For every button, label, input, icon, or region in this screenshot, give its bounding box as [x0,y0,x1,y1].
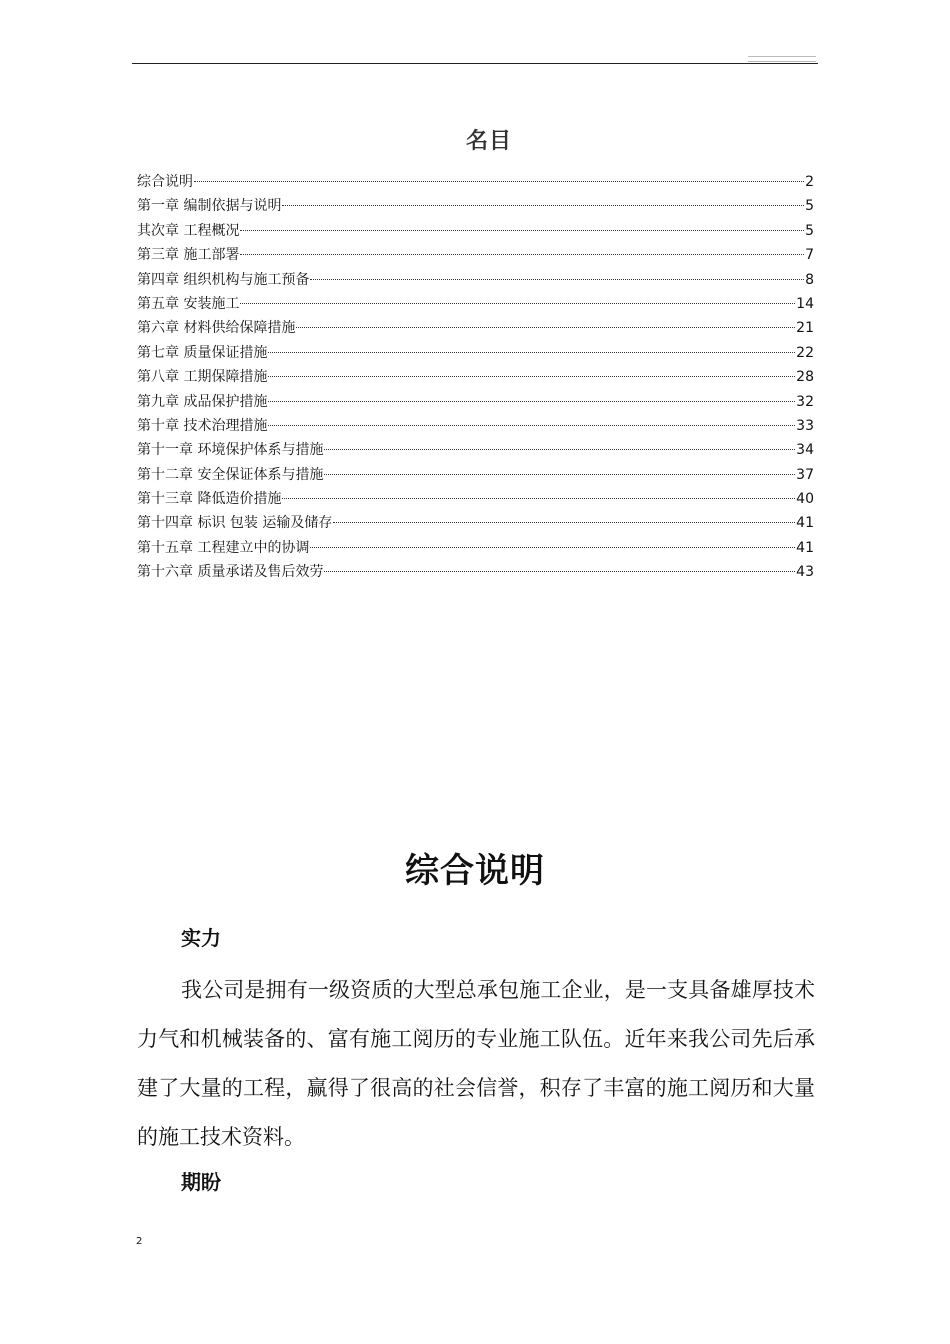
toc-entry-page: 22 [796,344,814,361]
toc-entry-label: 其次章 工程概况 [137,222,240,239]
toc-entry-label: 综合说明 [137,174,193,190]
toc-leader-dots [240,303,795,304]
toc-leader-dots [282,498,795,499]
toc-entry-label: 第十章 技术治理措施 [137,417,268,434]
toc-leader-dots [282,205,804,206]
toc-entry-label: 第四章 组织机构与施工预备 [137,271,310,288]
toc-entry-label: 第八章 工期保障措施 [137,369,268,386]
toc-entry-page: 21 [796,320,814,337]
toc-entry[interactable] [137,414,814,438]
toc-leader-dots [268,401,795,402]
toc-leader-dots [268,352,795,353]
toc-entry-page: 43 [796,564,814,581]
toc-entry[interactable] [137,536,814,560]
header-mark [748,56,816,62]
toc-leader-dots [240,230,804,231]
toc-entry-page: 32 [796,393,814,410]
toc-entry-page: 5 [805,222,814,239]
page-number: 2 [136,1236,143,1247]
toc-entry-page: 37 [796,466,814,483]
toc-entry[interactable] [137,170,814,194]
toc-entry-label: 第九章 成品保护措施 [137,393,268,410]
toc-entry-page: 14 [796,295,814,312]
toc-entry-page: 2 [805,174,814,190]
toc-leader-dots [240,254,804,255]
toc-leader-dots [194,181,804,182]
toc-entry[interactable] [137,219,814,243]
toc-entry[interactable] [137,194,814,218]
toc-entry[interactable] [137,511,814,535]
heading-strength: 实力 [181,926,221,950]
section-title: 综合说明 [405,851,545,891]
toc-entry-page: 34 [796,442,814,459]
toc-entry-page: 40 [796,491,814,508]
toc-entry-label: 第十二章 安全保证体系与措施 [137,466,324,483]
toc-entry-label: 第十一章 环境保护体系与措施 [137,442,324,459]
toc-entry-page: 41 [796,515,814,532]
toc-entry[interactable] [137,243,814,267]
header-rule [132,63,818,64]
toc-entry[interactable] [137,463,814,487]
toc-entry-label: 第十五章 工程建立中的协调 [137,539,310,556]
toc-entry[interactable] [137,365,814,389]
toc-entry[interactable] [137,560,814,584]
toc-entry-page: 7 [805,247,814,264]
toc-entry-page: 8 [805,271,814,288]
toc-leader-dots [310,547,795,548]
toc-leader-dots [296,327,795,328]
toc-entry[interactable] [137,487,814,511]
toc-entry-label: 第五章 安装施工 [137,295,240,312]
toc-entry[interactable] [137,341,814,365]
toc-entry-page: 5 [805,198,814,215]
toc-leader-dots [268,425,795,426]
toc-entry-page: 33 [796,417,814,434]
toc-entry-page: 41 [796,539,814,556]
toc-title: 名目 [465,129,512,154]
toc-leader-dots [310,279,804,280]
toc-entry-label: 第一章 编制依据与说明 [137,198,282,215]
toc-entry-label: 第三章 施工部署 [137,247,240,264]
toc-entry-label: 第十六章 质量承诺及售后效劳 [137,564,324,581]
toc-leader-dots [333,522,795,523]
toc-entry[interactable] [137,316,814,340]
toc-entry-label: 第七章 质量保证措施 [137,344,268,361]
heading-expectation: 期盼 [181,1170,221,1194]
toc-entry[interactable] [137,438,814,462]
toc-entry[interactable] [137,292,814,316]
paragraph-strength: 我公司是拥有一级资质的大型总承包施工企业，是一支具备雄厚技术力气和机械装备的、富有施工阅历的专业施工队伍。近年来我公司先后承建了大量的工程，赢得了很高的社会信誉，积存了丰富的施工阅历和大量的施工技术资料。 [137,978,815,1149]
toc-entry-page: 28 [796,369,814,386]
toc-leader-dots [268,376,795,377]
toc-entry-label: 第十三章 降低造价措施 [137,491,282,508]
toc-entry[interactable] [137,268,814,292]
toc-entry[interactable] [137,390,814,414]
toc-leader-dots [324,474,795,475]
table-of-contents [137,170,814,585]
toc-leader-dots [324,571,795,572]
toc-entry-label: 第十四章 标识 包装 运输及储存 [137,515,333,532]
toc-entry-label: 第六章 材料供给保障措施 [137,320,296,337]
toc-leader-dots [324,449,795,450]
